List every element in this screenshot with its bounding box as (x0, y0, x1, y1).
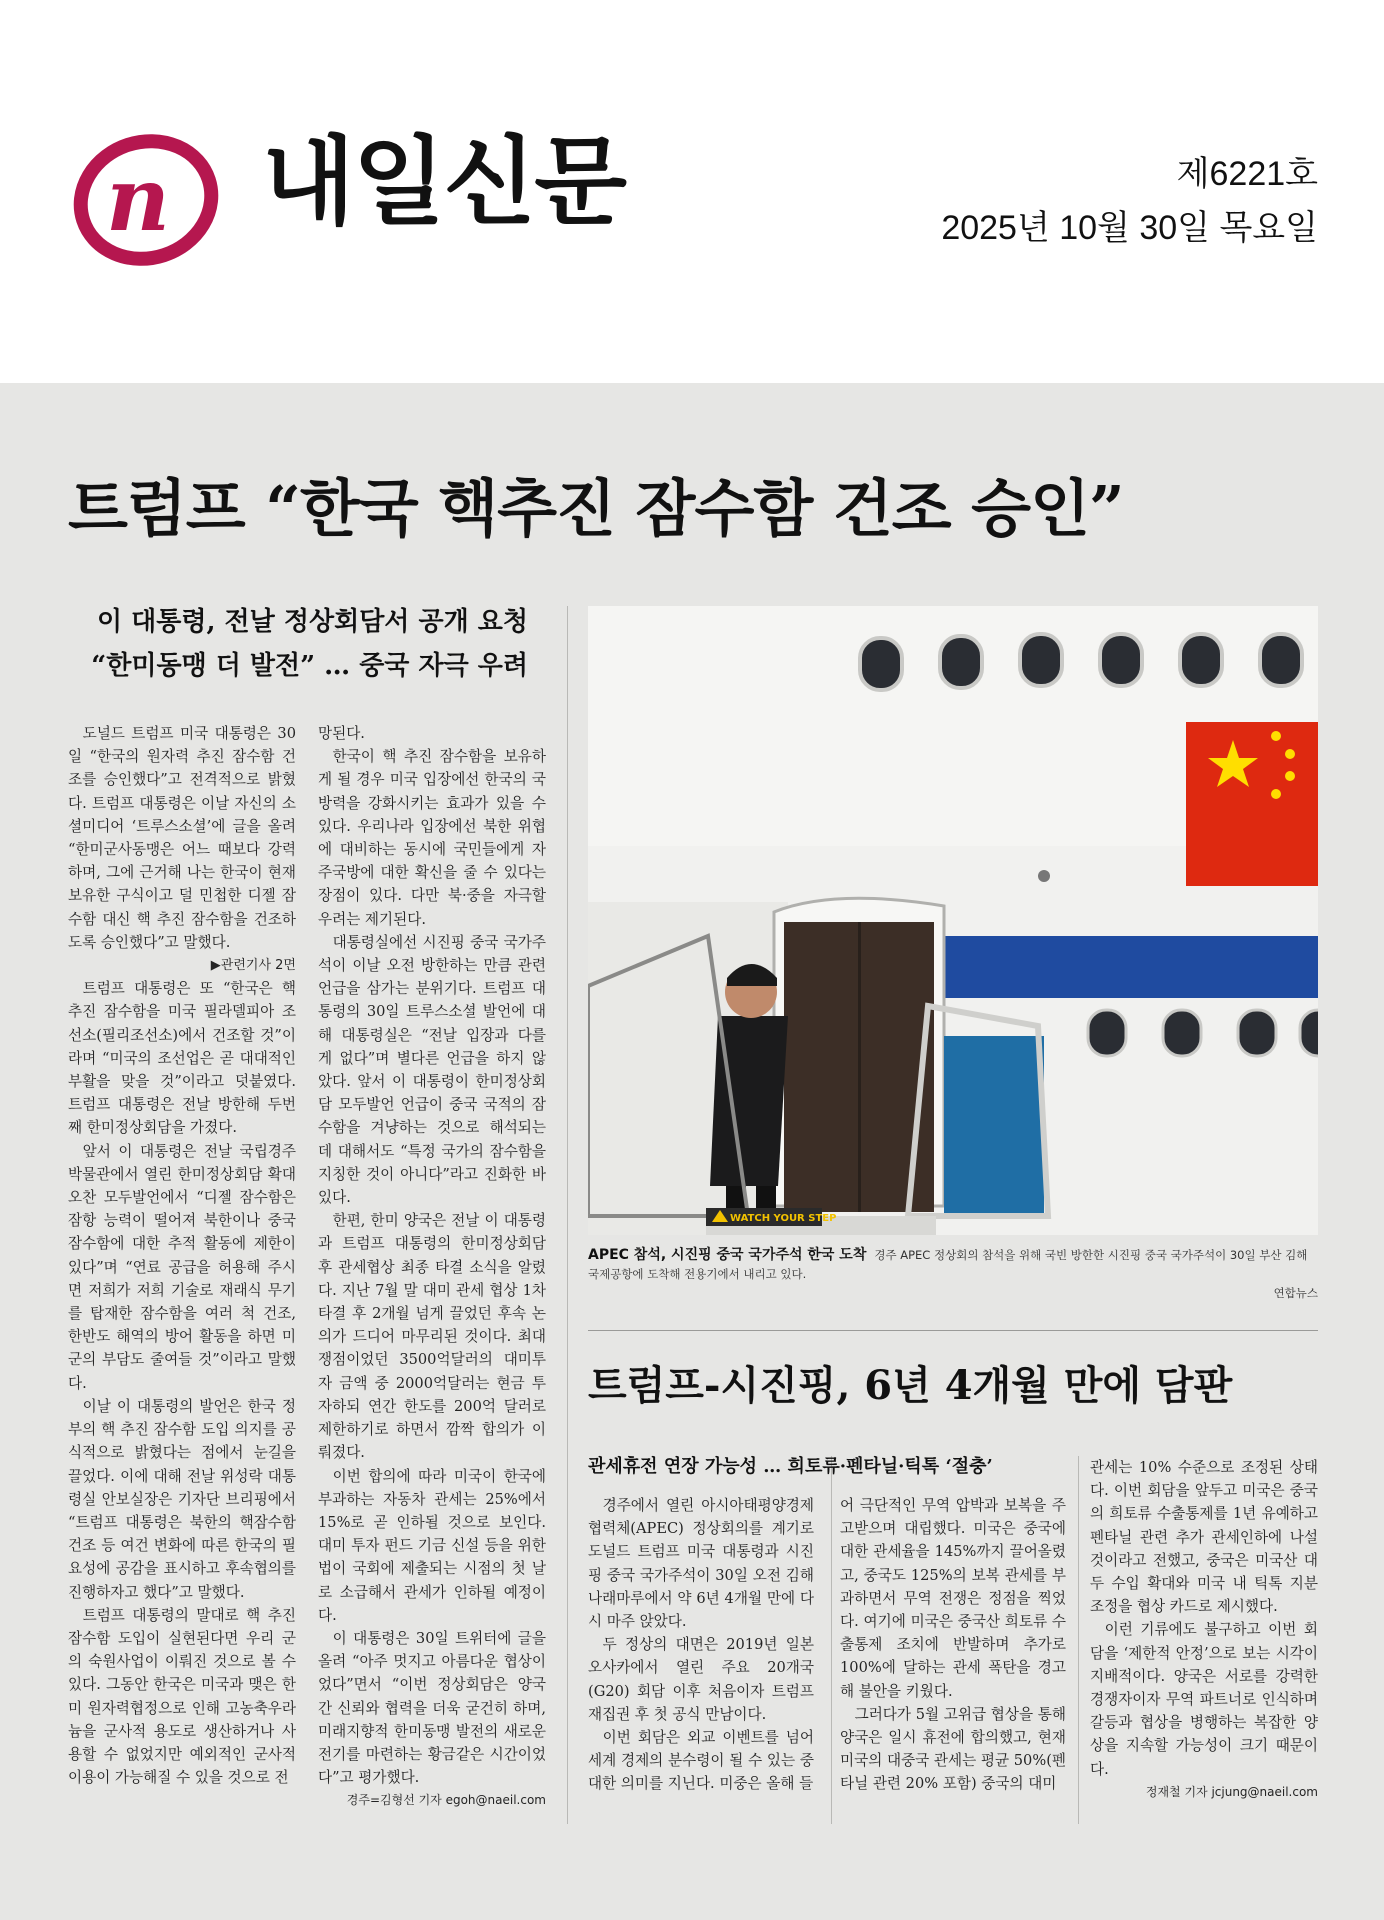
second-headline: 트럼프-시진핑, 6년 4개월 만에 담판 (588, 1362, 1233, 1409)
column-divider (831, 1456, 832, 1824)
newspaper-name: 내일신문 (262, 126, 625, 238)
subhead-line-2: “한미동맹 더 발전” … 중국 자극 우려 (91, 651, 528, 681)
second-story-column-1 (588, 1494, 814, 1796)
paragraph: 이 대통령은 30일 트위터에 글을 올려 “아주 멋지고 아름다운 협상이었다”면서 “이번 정상회담은 양국 간 신뢰와 협력을 더욱 굳건히 하며, 미래지향적 한미동맹 발전의 새로운 전기를 마련하는 황금같은 시간이었다”고 평가했다. (318, 1629, 546, 1787)
paragraph: 트럼프 대통령은 또 “한국은 핵 추진 잠수함을 미국 필라델피아 조선소(필리조선소)에서 건조할 것”이라며 “미국의 조선업은 곧 대대적인 부활을 맞을 것”이라고 덧붙였다. 트럼프 대통령은 전날 방한해 두번째 한미정상회담을 가졌다. (68, 980, 296, 1137)
paragraph: 그러다가 5월 고위급 협상을 통해 양국은 일시 휴전에 합의했고, 현재 미국의 대중국 관세는 평균 50%(펜타닐 관련 20% 포함) 중국의 대미 (840, 1705, 1066, 1793)
paragraph: 이번 회담은 외교 이벤트를 넘어 세계 경제의 분수령이 될 수 있는 중대한 의미를 지닌다. 미중은 올해 들 (588, 1729, 814, 1793)
airplane-arrival-photo (588, 606, 1318, 1235)
byline: 정재철 기자 jcjung@naeil.com (1145, 1784, 1318, 1799)
svg-text:n: n (106, 147, 170, 251)
paragraph: 이런 기류에도 불구하고 이번 회담을 ‘제한적 안정’으로 보는 시각이 지배적이다. 양국은 서로를 강력한 경쟁자이자 무역 파트너로 인식하며 갈등과 협상을 병행하는 복잡한 양상을 지속할 가능성이 크기 때문이다. (1090, 1621, 1318, 1778)
byline: 경주=김형선 기자 egoh@naeil.com (346, 1793, 546, 1808)
caption-title: APEC 참석, 시진핑 중국 국가주석 한국 도착 (588, 1247, 867, 1263)
watch-your-step-sign: WATCH YOUR STEP (730, 1213, 837, 1224)
photo-caption (588, 1246, 1318, 1303)
photo-credit: 연합뉴스 (1273, 1286, 1318, 1300)
main-story-column-2 (318, 722, 546, 1813)
paragraph: 어 극단적인 무역 압박과 보복을 주고받으며 대립했다. 미국은 중국에 대한 관세율을 145%까지 끌어올렸고, 중국도 125%의 보복 관세를 부과하면서 무역 전쟁은 정점을 찍었다. 여기에 미국은 중국산 희토류 수출통제 조치에 반발하며 추가로 100%에 달하는 관세 폭탄을 경고해 불안을 키웠다. (840, 1497, 1066, 1700)
paragraph: 앞서 이 대통령은 전날 국립경주박물관에서 열린 한미정상회담 확대오찬 모두발언에서 “디젤 잠수함은 잠항 능력이 떨어져 북한이나 중국 잠수함에 대한 추적 활동에 제한이 있다”며 “연료 공급을 허용해 주시면 저희가 저희 기술로 재래식 무기를 탑재한 잠수함을 여러 척 건조, 한반도 해역의 방어 활동을 하면 미군의 부담도 줄여들 것”이라고 말했다. (68, 1142, 296, 1392)
caption-text: 경주 APEC 정상회의 참석을 위해 국빈 방한한 시진핑 중국 국가주석이 30일 부산 김해국제공항에 도착해 전용기에서 내리고 있다. (588, 1248, 1308, 1281)
paragraph: 두 정상의 대면은 2019년 일본 오사카에서 열린 주요 20개국(G20) 회담 이후 처음이자 트럼프 재집권 후 첫 공식 만남이다. (588, 1636, 814, 1723)
paragraph: 경주에서 열린 아시아태평양경제협력체(APEC) 정상회의를 계기로 도널드 트럼프 미국 대통령과 시진핑 중국 국가주석이 30일 오전 김해 나래마루에서 약 6년 4개월 만에 다시 마주 앉았다. (588, 1497, 814, 1631)
paragraph: 이날 이 대통령의 발언은 한국 정부의 핵 추진 잠수함 도입 의지를 공식적으로 밝혔다는 점에서 눈길을 끌었다. 이에 대해 전날 위성락 대통령실 안보실장은 기자단 브리핑에서 “트럼프 대통령은 북한의 핵잠수함 건조 등 여건 변화에 따른 한국의 필요성에 공감을 표시하고 후속협의를 진행하자고 했다”고 말했다. (68, 1397, 296, 1601)
paragraph: 망된다. (318, 725, 365, 742)
issue-date: 2025년 10월 30일 목요일 (941, 209, 1318, 247)
newspaper-logo-icon (66, 126, 226, 266)
main-subhead (68, 600, 528, 688)
column-divider (1078, 1456, 1079, 1824)
column-divider (567, 606, 568, 1824)
news-photo (588, 606, 1318, 1235)
second-story-column-2 (840, 1494, 1066, 1796)
paragraph: 트럼프 대통령의 말대로 핵 추진 잠수함 도입이 실현된다면 우리 군의 숙원사업이 이뤄진 것으로 볼 수 있다. 그동안 한국은 미국과 맺은 한미 원자력협정으로 인해 고농축우라늄을 군사적 용도로 생산하거나 사용할 수 없었지만 예외적인 군사적 이용이 가능해질 수 있을 것으로 전 (68, 1606, 296, 1787)
section-divider (588, 1330, 1318, 1331)
paragraph: 이번 합의에 따라 미국이 한국에 부과하는 자동차 관세는 25%에서 15%로 곧 인하될 것으로 보인다. 대미 투자 펀드 기금 신설 등을 위한 법이 국회에 제출되는 시점의 첫 날로 소급해서 관세가 인하될 예정이다. (318, 1467, 546, 1624)
paragraph: 한국이 핵 추진 잠수함을 보유하게 될 경우 미국 입장에선 한국의 국방력을 강화시키는 효과가 있을 수 있다. 우리나라 입장에선 북한 위협에 대비하는 동시에 국민들에게 자주국방에 대한 확신을 줄 수 있다는 장점이 있다. 다만 북·중을 자극할 우려는 제기된다. (318, 748, 546, 928)
subhead-line-1: 이 대통령, 전날 정상회담서 공개 요청 (96, 607, 528, 637)
second-subhead: 관세휴전 연장 가능성 … 희토류·펜타닐·틱톡 ‘절충’ (588, 1456, 993, 1477)
paragraph: 한편, 한미 양국은 전날 이 대통령과 트럼프 대통령의 한미정상회담 후 관세협상 최종 타결 소식을 알렸다. 지난 7월 말 대미 관세 협상 1차 타결 후 2개월 넘게 끌었던 후속 논의가 드디어 마무리된 것이다. 최대 쟁점이었던 3500억달러의 대미투자 금액 중 2000억달러는 현금 투자하되 연간 한도를 200억 달러로 제한하기로 하면서 깜짝 합의가 이뤄졌다. (318, 1212, 546, 1462)
issue-number: 제6221호 (1176, 155, 1318, 193)
paragraph: 관세는 10% 수준으로 조정된 상태다. 이번 회담을 앞두고 미국은 중국의 희토류 수출통제를 1년 유예하고 펜타닐 관련 추가 관세인하에 나설 것이라고 전했고, 중국은 미국산 대두 수입 확대와 미국 내 틱톡 지분 조정을 협상 카드로 제시했다. (1090, 1459, 1318, 1616)
paragraph: 도널드 트럼프 미국 대통령은 30일 “한국의 원자력 추진 잠수함 건조를 승인했다”고 전격적으로 밝혔다. 트럼프 대통령은 이날 자신의 소셜미디어 ‘트루스소셜’에 글을 올려 “한미군사동맹은 어느 때보다 강력하며, 그에 근거해 나는 한국이 현재 보유한 구식이고 덜 민첩한 디젤 잠수함 대신 핵 추진 잠수함을 건조하도록 승인했다”고 말했다. (68, 725, 296, 951)
related-article-reference: ▶관련기사 2면 (210, 958, 296, 974)
masthead (0, 0, 1384, 383)
paragraph: 대통령실에선 시진핑 중국 국가주석이 이날 오전 방한하는 만큼 관련 언급을 삼가는 분위기다. 트럼프 대통령의 30일 트루스소셜 발언에 대해 대통령실은 “전날 입장과 다를 게 없다”며 별다른 언급을 하지 않았다. 앞서 이 대통령이 한미정상회담 모두발언 언급이 중국 국적의 잠수함을 겨냥하는 것으로 해석되는 데 대해서도 “특정 국가의 잠수함을 지칭한 것이 아니다”라고 진화한 바 있다. (318, 933, 546, 1207)
main-story-column-1 (68, 722, 296, 1789)
second-story-column-3 (1090, 1456, 1318, 1804)
main-headline: 트럼프 “한국 핵추진 잠수함 건조 승인” (68, 472, 1124, 545)
